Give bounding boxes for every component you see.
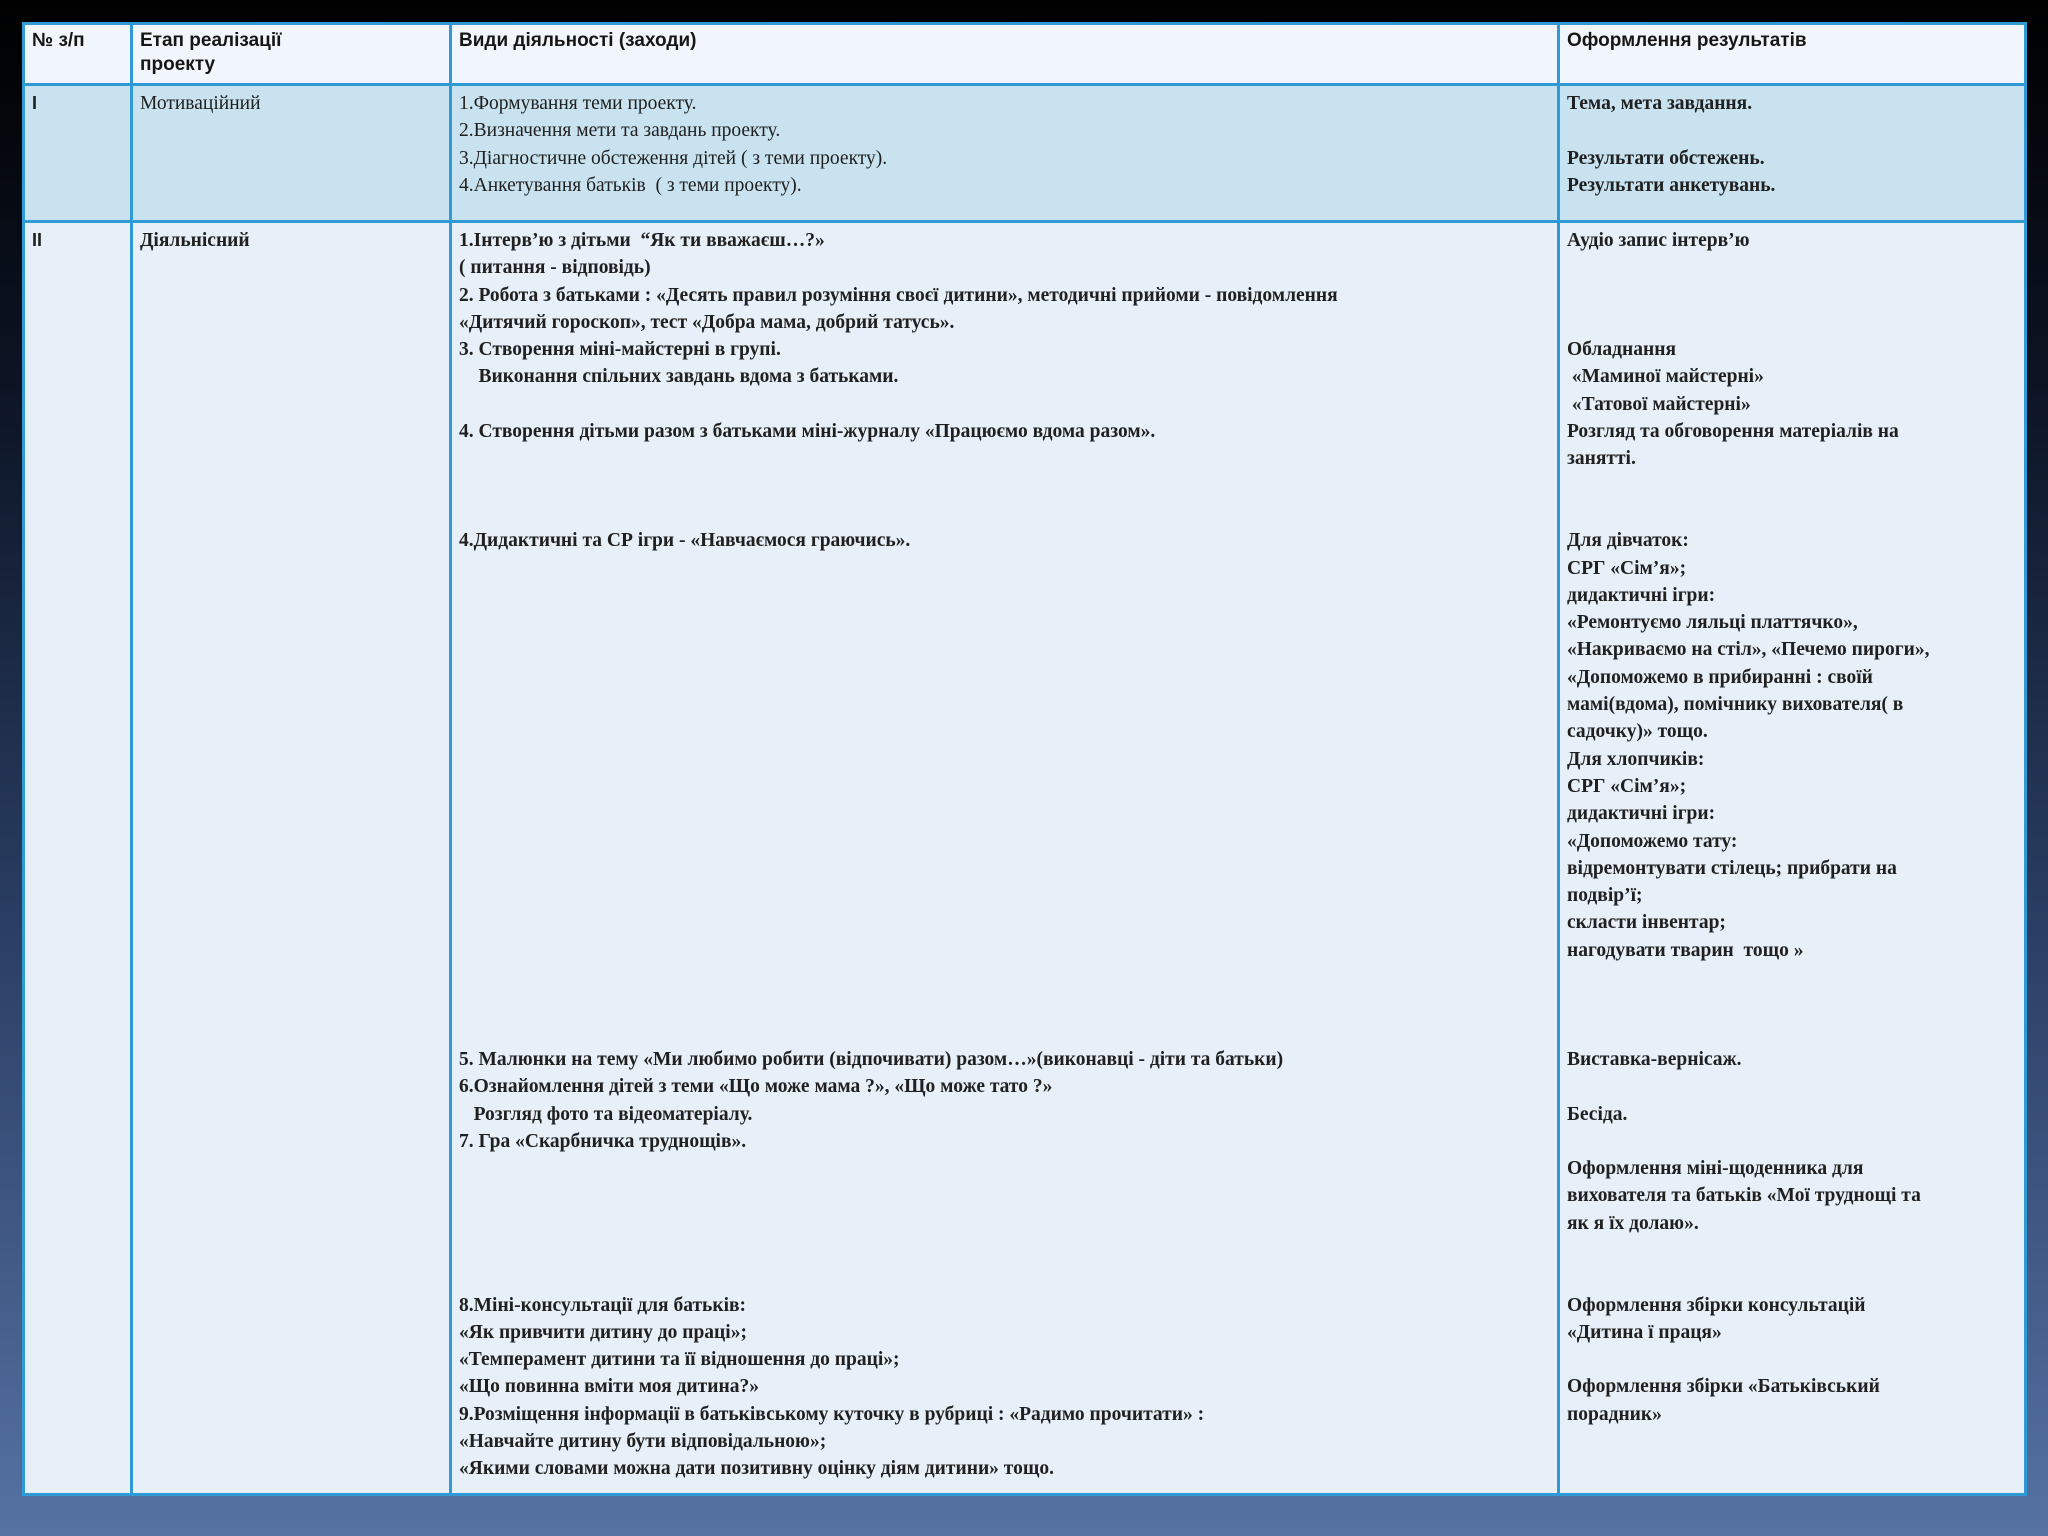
project-plan-table xyxy=(22,22,2027,1496)
cell-line: «Темперамент дитини та її відношення до праці»; xyxy=(459,1349,900,1371)
cell-line: Тема, мета завдання. xyxy=(1567,93,1753,114)
cell-line: Оформлення збірки «Батьківський xyxy=(1567,1376,1880,1398)
row2-stage: Діяльнісний xyxy=(132,222,451,1495)
cell-line: 1.Формування теми проекту. xyxy=(459,93,697,114)
row1-activities xyxy=(451,85,1559,222)
cell-line xyxy=(1567,1128,2018,1155)
cell-line: мамі(вдома), помічнику вихователя( в xyxy=(1567,694,1904,716)
cell-line: нагодувати тварин тощо » xyxy=(1567,939,1804,961)
cell-line xyxy=(459,636,1551,663)
cell-line xyxy=(1567,964,2018,991)
cell-line: дидактичні ігри: xyxy=(1567,803,1716,825)
cell-line: «Допоможемо в прибиранні : своїй xyxy=(1567,666,1873,688)
cell-line: Для дівчаток: xyxy=(1567,530,1689,552)
cell-line: Обладнання xyxy=(1567,339,1676,361)
cell-line: скласти інвентар; xyxy=(1567,912,1726,934)
cell-line xyxy=(459,909,1551,936)
row1-results xyxy=(1559,85,2026,222)
cell-line xyxy=(459,609,1551,636)
cell-line: СРГ «Сім’я»; xyxy=(1567,557,1687,579)
cell-line: «Маминої майстерні» xyxy=(1567,366,1764,388)
cell-line: «Якими словами можна дати позитивну оцінку діям дитини» тощо. xyxy=(459,1458,1054,1480)
header-stage-line: проекту xyxy=(140,54,216,75)
cell-line: Виставка-вернісаж. xyxy=(1567,1048,1742,1070)
cell-line xyxy=(459,1264,1551,1291)
cell-line xyxy=(459,718,1551,745)
header-stage xyxy=(132,24,451,85)
row2-results xyxy=(1559,222,2026,1495)
header-stage-line: Етап реалізації xyxy=(140,30,282,51)
cell-line xyxy=(1567,1073,2018,1100)
header-row xyxy=(24,24,2026,85)
cell-line: порадник» xyxy=(1567,1403,1662,1425)
header-results: Оформлення результатів xyxy=(1559,24,2026,85)
cell-line: 4. Створення дітьми разом з батьками міні-журналу «Працюємо вдома разом». xyxy=(459,421,1156,443)
cell-line xyxy=(459,773,1551,800)
cell-line xyxy=(459,473,1551,500)
cell-line: Виконання спільних завдань вдома з батьками. xyxy=(459,366,899,388)
cell-line: ( питання - відповідь) xyxy=(459,257,651,279)
cell-line: 6.Ознайомлення дітей з теми «Що може мама ?», «Що може тато ?» xyxy=(459,1076,1053,1098)
cell-line xyxy=(459,964,1551,991)
row2-number: II xyxy=(24,222,132,1495)
cell-line xyxy=(1567,1019,2018,1046)
row1-stage: Мотиваційний xyxy=(132,85,451,222)
cell-line xyxy=(459,937,1551,964)
cell-line xyxy=(1567,1346,2018,1373)
cell-line: 4.Дидактичні та СР ігри - «Навчаємося граючись». xyxy=(459,530,911,552)
cell-line: 1.Інтерв’ю з дітьми “Як ти вважаєш…?» xyxy=(459,230,825,251)
cell-line xyxy=(459,582,1551,609)
cell-line xyxy=(459,691,1551,718)
cell-line xyxy=(459,555,1551,582)
cell-line xyxy=(459,445,1551,472)
cell-line: 2. Робота з батьками : «Десять правил розуміння своєї дитини», методичні прийоми - повідомлення xyxy=(459,284,1338,306)
cell-line: Бесіда. xyxy=(1567,1103,1628,1125)
cell-line xyxy=(1567,991,2018,1018)
cell-line xyxy=(1567,473,2018,500)
cell-line xyxy=(1567,254,2018,281)
cell-line xyxy=(459,746,1551,773)
cell-line xyxy=(459,991,1551,1018)
table-row xyxy=(24,222,2026,1495)
cell-line: 3.Діагностичне обстеження дітей ( з теми проекту). xyxy=(459,147,888,169)
cell-line: «Татової майстерні» xyxy=(1567,393,1751,415)
cell-line xyxy=(1567,117,2018,144)
row1-number: I xyxy=(24,85,132,222)
cell-line: «Навчайте дитину бути відповідальною»; xyxy=(459,1431,827,1453)
cell-line: Результати обстежень. xyxy=(1567,147,1765,169)
cell-line xyxy=(1567,282,2018,309)
cell-line: Оформлення міні-щоденника для xyxy=(1567,1158,1864,1180)
cell-line: 9.Розміщення інформації в батьківському куточку в рубриці : «Радимо прочитати» : xyxy=(459,1403,1205,1425)
cell-line: 7. Гра «Скарбничка труднощів». xyxy=(459,1130,747,1152)
cell-line: подвір’ї; xyxy=(1567,885,1643,907)
cell-line xyxy=(459,882,1551,909)
cell-line: занятті. xyxy=(1567,448,1636,470)
cell-line: садочку)» тощо. xyxy=(1567,721,1708,743)
cell-line xyxy=(459,855,1551,882)
cell-line: 5. Малюнки на тему «Ми любимо робити (відпочивати) разом…»(виконавці - діти та батьки) xyxy=(459,1048,1284,1070)
cell-line: Для хлопчиків: xyxy=(1567,748,1705,770)
cell-line: вихователя та батьків «Мої труднощі та xyxy=(1567,1185,1921,1207)
cell-line xyxy=(459,1237,1551,1264)
cell-line: «Дитина ї праця» xyxy=(1567,1321,1722,1343)
cell-line xyxy=(459,1210,1551,1237)
cell-line: «Що повинна вміти моя дитина?» xyxy=(459,1376,759,1398)
row2-activities xyxy=(451,222,1559,1495)
cell-line: відремонтувати стілець; прибрати на xyxy=(1567,857,1897,879)
cell-line: дидактичні ігри: xyxy=(1567,584,1716,606)
cell-line xyxy=(459,1019,1551,1046)
cell-line: «Ремонтуємо ляльці платтячко», xyxy=(1567,612,1858,634)
cell-line xyxy=(1567,500,2018,527)
cell-line: 8.Міні-консультації для батьків: xyxy=(459,1294,747,1316)
cell-line xyxy=(1567,309,2018,336)
cell-line: СРГ «Сім’я»; xyxy=(1567,775,1687,797)
cell-line: Оформлення збірки консультацій xyxy=(1567,1294,1866,1316)
cell-line: 3. Створення міні-майстерні в групі. xyxy=(459,339,781,361)
cell-line: «Як привчити дитину до праці»; xyxy=(459,1321,747,1343)
cell-line: 4.Анкетування батьків ( з теми проекту). xyxy=(459,174,802,196)
cell-line xyxy=(1567,1264,2018,1291)
cell-line: Розгляд фото та відеоматеріалу. xyxy=(459,1103,753,1125)
cell-line: «Дитячий гороскоп», тест «Добра мама, добрий татусь». xyxy=(459,311,955,333)
header-activities: Види діяльності (заходи) xyxy=(451,24,1559,85)
cell-line xyxy=(459,500,1551,527)
cell-line: Розгляд та обговорення матеріалів на xyxy=(1567,421,1899,443)
cell-line: як я їх долаю». xyxy=(1567,1212,1699,1234)
header-number: № з/п xyxy=(24,24,132,85)
cell-line: «Накриваємо на стіл», «Печемо пироги», xyxy=(1567,639,1930,661)
cell-line xyxy=(459,664,1551,691)
cell-line: Аудіо запис інтерв’ю xyxy=(1567,230,1750,251)
cell-line xyxy=(459,1155,1551,1182)
cell-line xyxy=(459,800,1551,827)
cell-line: Результати анкетувань. xyxy=(1567,174,1776,196)
cell-line xyxy=(459,828,1551,855)
cell-line xyxy=(459,391,1551,418)
cell-line: 2.Визначення мети та завдань проекту. xyxy=(459,120,781,142)
table-row xyxy=(24,85,2026,222)
cell-line xyxy=(459,1182,1551,1209)
cell-line: «Допоможемо тату: xyxy=(1567,830,1738,852)
cell-line xyxy=(1567,1237,2018,1264)
